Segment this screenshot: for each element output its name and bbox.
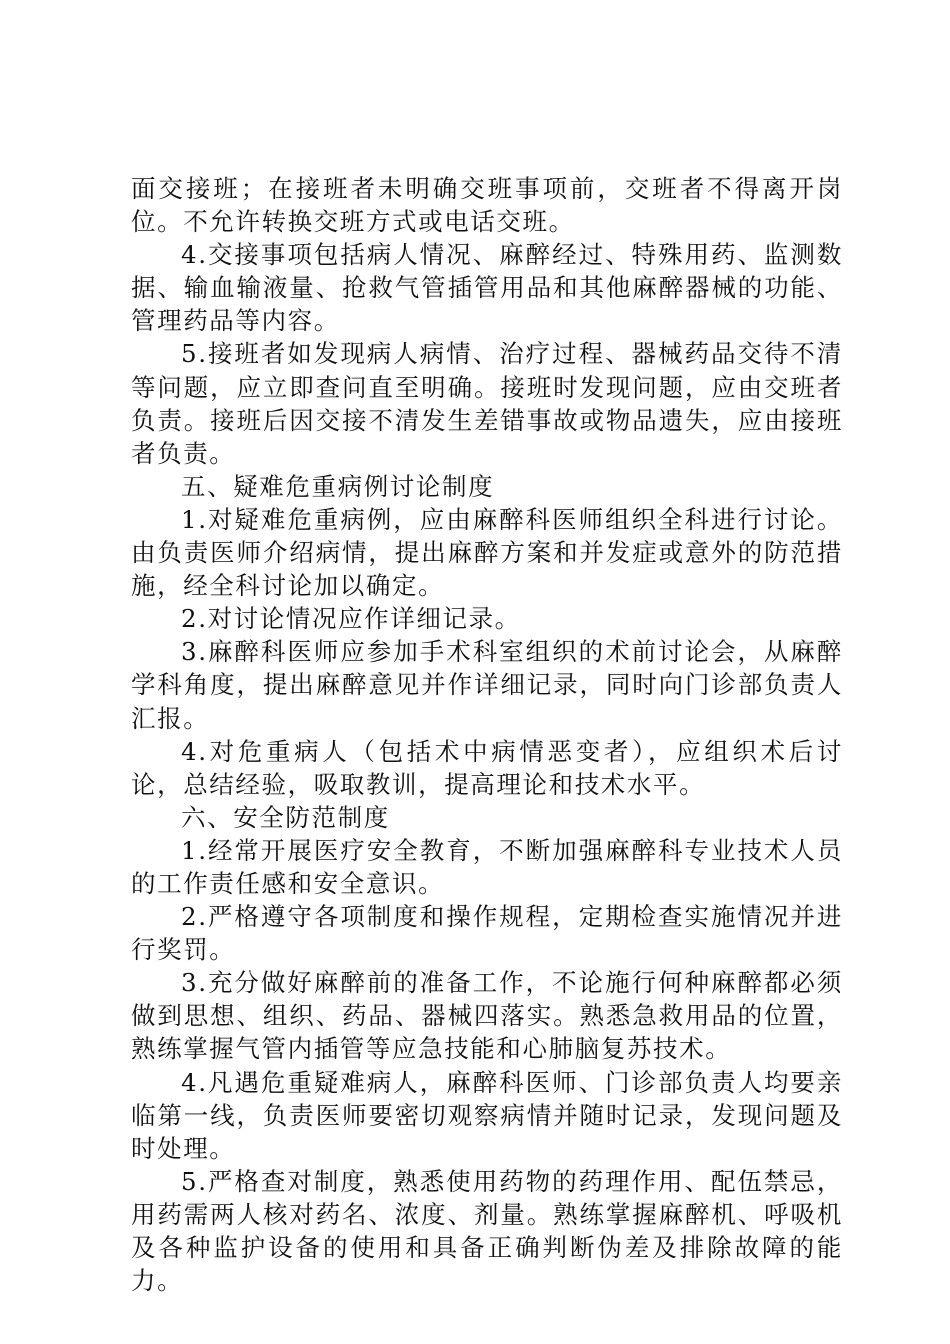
- paragraph-handover-continuation: 面交接班；在接班者未明确交班事项前，交班者不得离开岗位。不允许转换交班方式或电话交班。: [131, 174, 843, 237]
- paragraph-safety-3: 3.充分做好麻醉前的准备工作，不论施行何种麻醉都必须做到思想、组织、药品、器械四落实。熟悉急救用品的位置，熟练掌握气管内插管等应急技能和心肺脑复苏技术。: [131, 968, 843, 1064]
- paragraph-handover-responsibility: 5.接班者如发现病人病情、治疗过程、器械药品交待不清等问题，应立即查问直至明确。接班时发现问题，应由交班者负责。接班后因交接不清发生差错事故或物品遗失，应由接班者负责。: [131, 339, 843, 468]
- section-heading-difficult-case-discussion: 五、疑难危重病例讨论制度: [181, 471, 495, 501]
- paragraph-discussion-3: 3.麻醉科医师应参加手术科室组织的术前讨论会，从麻醉学科角度，提出麻醉意见并作详细记录，同时向门诊部负责人汇报。: [131, 637, 843, 733]
- paragraph-safety-1: 1.经常开展医疗安全教育，不断加强麻醉科专业技术人员的工作责任感和安全意识。: [131, 835, 843, 898]
- paragraph-discussion-2: 2.对讨论情况应作详细记录。: [181, 604, 521, 634]
- paragraph-discussion-1: 1.对疑难危重病例，应由麻醉科医师组织全科进行讨论。由负责医师介绍病情，提出麻醉方案和并发症或意外的防范措施，经全科讨论加以确定。: [131, 504, 843, 601]
- paragraph-handover-items: 4.交接事项包括病人情况、麻醉经过、特殊用药、监测数据、输血输液量、抢救气管插管用品和其他麻醉器械的功能、管理药品等内容。: [131, 240, 843, 336]
- document-body: [131, 172, 843, 1297]
- paragraph-safety-5: 5.严格查对制度，熟悉使用药物的药理作用、配伍禁忌，用药需两人核对药名、浓度、剂量。熟练掌握麻醉机、呼吸机及各种监护设备的使用和具备正确判断伪差及排除故障的能力。: [131, 1166, 843, 1296]
- paragraph-discussion-4: 4.对危重病人（包括术中病情恶变者），应组织术后讨论，总结经验，吸取教训，提高理论和技术水平。: [131, 736, 843, 799]
- paragraph-safety-2: 2.严格遵守各项制度和操作规程，定期检查实施情况并进行奖罚。: [131, 902, 843, 965]
- paragraph-safety-4: 4.凡遇危重疑难病人，麻醉科医师、门诊部负责人均要亲临第一线，负责医师要密切观察病情并随时记录，发现问题及时处理。: [131, 1067, 843, 1163]
- section-heading-safety-prevention: 六、安全防范制度: [181, 802, 390, 832]
